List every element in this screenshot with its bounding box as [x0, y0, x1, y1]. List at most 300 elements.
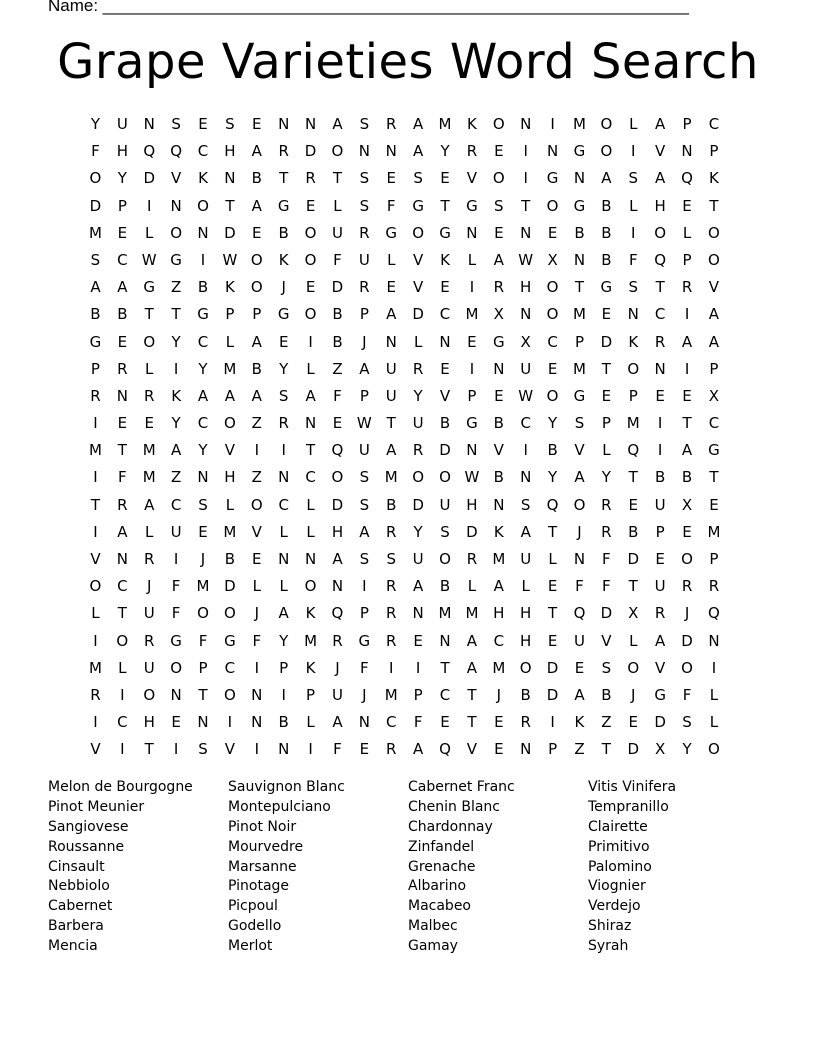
grid-cell: N [520, 223, 532, 242]
grid-cell: E [386, 278, 396, 297]
grid-cell: C [117, 250, 128, 269]
grid-cell: P [601, 414, 611, 433]
grid-cell: H [520, 278, 532, 297]
word-list-item: Cabernet [48, 898, 113, 915]
grid-cell: N [304, 115, 317, 133]
grid-cell: C [170, 495, 182, 514]
word-list-item: Mourvedre [228, 838, 304, 855]
grid-cell: C [278, 495, 289, 514]
grid-cell: V [708, 278, 720, 297]
grid-cell: A [466, 631, 478, 650]
grid-cell: R [386, 740, 397, 759]
grid-cell: Z [251, 414, 262, 433]
grid-cell: X [628, 604, 639, 623]
grid-cell: N [358, 142, 370, 161]
grid-cell: O [304, 305, 317, 324]
grid-cell: K [198, 169, 208, 188]
grid-cell: P [279, 658, 289, 677]
grid-cell: A [413, 142, 424, 161]
grid-cell: F [118, 468, 127, 487]
grid-cell: E [171, 713, 181, 732]
grid-cell: E [117, 414, 128, 433]
word-list-item: Verdejo [588, 898, 641, 915]
grid-cell: I [469, 359, 475, 378]
grid-cell: V [170, 169, 182, 188]
grid-cell: T [709, 196, 719, 215]
grid-cell: D [627, 740, 640, 759]
grid-cell: P [682, 250, 692, 269]
word-list-item: Syrah [588, 938, 629, 955]
grid-cell: G [439, 223, 451, 242]
grid-cell: I [120, 740, 125, 759]
grid-cell: T [601, 359, 611, 378]
grid-cell: B [278, 713, 289, 732]
grid-cell: E [601, 305, 612, 324]
grid-cell: P [198, 658, 208, 677]
grid-cell: N [412, 604, 424, 623]
grid-cell: O [250, 278, 263, 297]
grid-cell: M [196, 577, 210, 596]
grid-cell: L [279, 522, 288, 541]
grid-cell: L [682, 223, 692, 242]
grid-cell: R [601, 495, 612, 514]
grid-cell: M [88, 223, 102, 242]
grid-cell: B [251, 359, 262, 378]
grid-cell: N [520, 305, 532, 324]
grid-cell: O [681, 658, 693, 677]
grid-cell: F [333, 250, 342, 269]
grid-cell: O [412, 468, 425, 487]
grid-cell: T [332, 169, 343, 188]
word-list-item: Primitivo [588, 838, 650, 855]
word-list-item: Gamay [408, 938, 458, 955]
grid-cell: L [602, 441, 611, 460]
grid-cell: T [548, 522, 558, 541]
grid-cell: U [520, 550, 532, 568]
grid-cell: D [546, 685, 559, 704]
grid-cell: H [654, 196, 666, 215]
grid-cell: O [439, 468, 451, 487]
grid-cell: W [141, 250, 157, 269]
grid-cell: J [577, 522, 582, 541]
grid-cell: R [117, 495, 128, 514]
grid-cell: F [386, 196, 396, 215]
grid-cell: N [251, 685, 263, 704]
grid-cell: D [89, 196, 102, 215]
grid-cell: Z [332, 359, 343, 378]
word-list-item: Clairette [588, 818, 648, 835]
grid-cell: I [631, 223, 636, 242]
grid-cell: Z [170, 468, 182, 487]
grid-cell: R [466, 550, 478, 568]
grid-cell: Z [251, 468, 262, 487]
grid-cell: E [467, 332, 477, 351]
grid-cell: A [601, 169, 612, 188]
grid-cell: Y [413, 522, 423, 541]
grid-cell: R [144, 550, 155, 568]
grid-cell: O [708, 740, 720, 759]
grid-cell: O [223, 414, 236, 433]
grid-cell: S [171, 115, 181, 133]
grid-cell: G [143, 278, 156, 297]
grid-cell: B [601, 250, 612, 269]
grid-cell: V [466, 169, 478, 188]
grid-cell: T [601, 740, 611, 759]
grid-cell: O [143, 685, 156, 704]
grid-cell: B [574, 223, 585, 242]
grid-cell: N [278, 740, 290, 759]
grid-cell: T [171, 305, 181, 324]
grid-cell: I [120, 685, 125, 704]
grid-cell: D [412, 305, 424, 324]
grid-cell: B [493, 468, 504, 487]
grid-cell: N [358, 713, 370, 732]
grid-cell: R [144, 386, 155, 405]
grid-cell: N [331, 577, 344, 596]
grid-cell: V [413, 250, 424, 269]
grid-cell: U [358, 441, 370, 460]
grid-cell: O [627, 359, 640, 378]
grid-cell: R [332, 631, 343, 650]
grid-cell: P [628, 386, 638, 405]
grid-cell: U [331, 223, 343, 242]
grid-cell: L [306, 359, 315, 378]
grid-cell: U [385, 359, 397, 378]
grid-cell: N [466, 441, 478, 460]
grid-cell: X [493, 305, 504, 324]
grid-cell: N [466, 223, 478, 242]
grid-cell: D [600, 604, 613, 623]
grid-cell: R [493, 278, 505, 297]
grid-cell: E [494, 223, 504, 242]
grid-cell: A [681, 332, 693, 351]
grid-cell: M [573, 359, 586, 378]
grid-cell: O [116, 631, 129, 650]
grid-cell: N [708, 631, 720, 650]
grid-cell: P [709, 142, 719, 161]
grid-cell: R [90, 685, 101, 704]
grid-cell: E [628, 495, 638, 514]
grid-cell: O [600, 142, 613, 161]
grid-cell: V [413, 278, 424, 297]
word-list-item: Mencia [48, 938, 98, 955]
word-list [48, 778, 768, 957]
grid-cell: G [466, 414, 478, 433]
grid-cell: L [709, 685, 719, 704]
word-list-item: Shiraz [588, 918, 632, 935]
word-list-item: Sauvignon Blanc [228, 779, 345, 795]
grid-cell: E [547, 359, 558, 378]
grid-cell: E [574, 658, 585, 677]
grid-cell: B [601, 223, 612, 242]
grid-cell: T [225, 196, 235, 215]
grid-cell: G [546, 169, 559, 188]
grid-cell: X [681, 495, 693, 514]
grid-cell: U [520, 359, 532, 378]
grid-cell: O [250, 250, 263, 269]
grid-cell: Q [546, 495, 559, 514]
grid-cell: K [709, 169, 719, 188]
grid-cell: A [251, 332, 262, 351]
grid-cell: A [386, 305, 397, 324]
grid-cell: E [440, 359, 450, 378]
grid-cell: I [711, 658, 717, 677]
grid-cell: E [494, 142, 504, 161]
grid-cell: I [93, 522, 98, 541]
grid-cell: R [278, 414, 289, 433]
grid-cell: M [465, 604, 479, 623]
grid-cell: D [654, 713, 666, 732]
grid-cell: E [494, 713, 504, 732]
grid-cell: C [197, 332, 209, 351]
grid-cell: J [335, 658, 340, 677]
grid-cell: O [304, 577, 317, 596]
grid-cell: I [469, 278, 475, 297]
word-list-item: Tempranillo [588, 798, 669, 815]
grid-cell: W [464, 468, 480, 487]
grid-cell: L [629, 631, 638, 650]
grid-cell: E [440, 713, 450, 732]
grid-cell: O [681, 550, 693, 568]
grid-cell: M [88, 441, 102, 460]
word-list-item: Marsanne [228, 858, 297, 875]
grid-cell: B [547, 441, 558, 460]
grid-cell: A [251, 386, 262, 405]
grid-cell: R [681, 278, 693, 297]
grid-cell: T [117, 604, 127, 623]
grid-cell: P [709, 550, 719, 568]
grid-cell: I [523, 142, 528, 161]
grid-cell: L [145, 223, 154, 242]
grid-cell: R [90, 386, 101, 405]
grid-cell: R [601, 522, 612, 541]
grid-cell: F [413, 713, 423, 732]
grid-cell: Y [171, 332, 181, 351]
grid-cell: A [413, 740, 424, 759]
word-list-item: Malbec [408, 918, 458, 935]
grid-cell: B [439, 577, 451, 596]
grid-cell: A [655, 115, 666, 133]
word-list-item: Zinfandel [408, 838, 475, 855]
grid-cell: I [227, 713, 233, 732]
grid-cell: A [413, 115, 424, 133]
grid-cell: T [117, 441, 127, 460]
grid-cell: H [143, 713, 155, 732]
grid-cell: L [467, 577, 477, 596]
grid-cell: E [601, 386, 612, 405]
grid-cell: I [308, 740, 313, 759]
grid-cell: O [546, 196, 559, 215]
grid-cell: R [359, 278, 370, 297]
grid-cell: A [278, 604, 289, 623]
grid-cell: B [520, 685, 531, 704]
grid-cell: G [573, 142, 586, 161]
grid-cell: M [707, 522, 721, 541]
grid-cell: U [116, 115, 128, 133]
grid-cell: Y [198, 441, 208, 460]
grid-cell: C [224, 658, 236, 677]
grid-cell: K [278, 250, 289, 269]
grid-cell: U [143, 658, 155, 677]
grid-cell: H [520, 631, 532, 650]
grid-cell: U [170, 522, 182, 541]
grid-cell: A [251, 196, 262, 215]
grid-cell: B [628, 522, 639, 541]
word-list-item: Merlot [228, 938, 273, 955]
grid-cell: E [117, 332, 128, 351]
grid-cell: N [197, 468, 209, 487]
grid-cell: X [520, 332, 531, 351]
grid-cell: O [546, 386, 559, 405]
grid-cell: E [332, 414, 343, 433]
grid-cell: A [197, 386, 209, 405]
grid-cell: J [631, 685, 636, 704]
grid-cell: I [684, 305, 690, 324]
grid-cell: F [171, 604, 181, 623]
grid-cell: S [574, 414, 585, 433]
grid-cell: V [90, 740, 101, 759]
grid-cell: S [601, 658, 612, 677]
grid-cell: F [198, 631, 208, 650]
grid-cell: F [333, 386, 342, 405]
grid-cell: K [466, 115, 477, 133]
grid-cell: U [439, 495, 451, 514]
grid-cell: A [117, 522, 128, 541]
grid-cell: U [412, 414, 424, 433]
grid-cell: T [144, 305, 154, 324]
grid-cell: O [304, 250, 317, 269]
word-list-item: Albarino [408, 878, 467, 895]
grid-cell: N [197, 223, 209, 242]
grid-cell: K [171, 386, 182, 405]
grid-cell: S [386, 550, 396, 568]
word-list-item: Sangiovese [48, 818, 129, 835]
grid-cell: B [197, 278, 209, 297]
grid-cell: K [305, 604, 316, 623]
grid-cell: I [254, 740, 259, 759]
grid-cell: B [493, 414, 504, 433]
grid-cell: A [493, 250, 504, 269]
grid-cell: P [467, 386, 477, 405]
grid-cell: F [602, 577, 611, 596]
word-list-item: Vitis Vinifera [588, 779, 677, 795]
grid-cell: O [492, 115, 505, 133]
grid-cell: N [116, 550, 128, 568]
grid-cell: H [116, 142, 128, 161]
grid-cell: G [224, 631, 236, 650]
grid-cell: N [573, 250, 586, 269]
grid-cell: K [493, 522, 504, 541]
grid-cell: D [627, 550, 640, 568]
grid-cell: I [254, 441, 259, 460]
grid-cell: L [413, 332, 423, 351]
grid-cell: Y [682, 740, 692, 759]
grid-cell: I [657, 414, 663, 433]
grid-cell: E [305, 196, 316, 215]
grid-cell: T [521, 196, 531, 215]
grid-cell: T [198, 685, 208, 704]
grid-cell: F [171, 577, 181, 596]
grid-cell: B [332, 332, 343, 351]
grid-cell: G [654, 685, 666, 704]
grid-cell: J [362, 685, 367, 704]
grid-cell: U [654, 495, 666, 514]
grid-cell: N [278, 550, 290, 568]
grid-cell: O [331, 142, 344, 161]
grid-cell: A [332, 115, 343, 133]
grid-cell: T [279, 169, 289, 188]
grid-cell: P [574, 332, 584, 351]
word-list-item: Chardonnay [408, 818, 493, 835]
grid-cell: R [520, 713, 531, 732]
grid-cell: F [682, 685, 692, 704]
grid-cell: I [173, 359, 179, 378]
grid-cell: T [709, 468, 719, 487]
grid-cell: W [518, 250, 534, 269]
grid-cell: Q [439, 740, 451, 759]
grid-cell: I [281, 685, 286, 704]
grid-cell: C [305, 468, 316, 487]
grid-cell: A [413, 577, 424, 596]
grid-cell: A [493, 577, 504, 596]
grid-cell: F [575, 577, 584, 596]
grid-cell: R [144, 631, 155, 650]
grid-cell: N [520, 115, 532, 133]
grid-cell: P [682, 115, 692, 133]
grid-cell: G [412, 196, 424, 215]
grid-cell: R [386, 604, 397, 623]
grid-cell: D [412, 495, 424, 514]
word-list-item: Cabernet Franc [408, 779, 515, 795]
grid-cell: O [546, 305, 559, 324]
grid-cell: L [91, 604, 100, 623]
grid-cell: E [440, 169, 450, 188]
grid-cell: E [252, 115, 262, 133]
grid-cell: I [147, 196, 152, 215]
grid-cell: Z [574, 740, 585, 759]
grid-cell: M [384, 468, 398, 487]
grid-cell: N [520, 740, 532, 759]
grid-cell: H [224, 468, 236, 487]
grid-cell: B [90, 305, 101, 324]
grid-cell: U [573, 631, 585, 650]
grid-cell: A [466, 658, 478, 677]
grid-cell: N [278, 468, 290, 487]
grid-cell: G [492, 332, 505, 351]
grid-cell: Q [654, 250, 667, 269]
grid-cell: K [574, 713, 585, 732]
letter-grid [82, 114, 727, 767]
grid-cell: A [520, 522, 531, 541]
grid-cell: N [278, 115, 290, 133]
grid-cell: I [281, 441, 286, 460]
grid-cell: Q [708, 604, 720, 623]
grid-cell: R [386, 522, 397, 541]
grid-cell: R [412, 441, 424, 460]
grid-cell: S [359, 550, 370, 568]
word-list-item: Pinotage [228, 878, 290, 895]
grid-cell: E [494, 386, 504, 405]
grid-cell: F [360, 658, 369, 677]
grid-cell: S [225, 115, 235, 133]
grid-cell: D [600, 332, 613, 351]
grid-cell: J [200, 550, 206, 568]
grid-cell: R [359, 223, 370, 242]
grid-cell: O [519, 658, 532, 677]
grid-cell: E [413, 631, 423, 650]
grid-cell: E [252, 223, 262, 242]
grid-cell: U [385, 386, 397, 405]
